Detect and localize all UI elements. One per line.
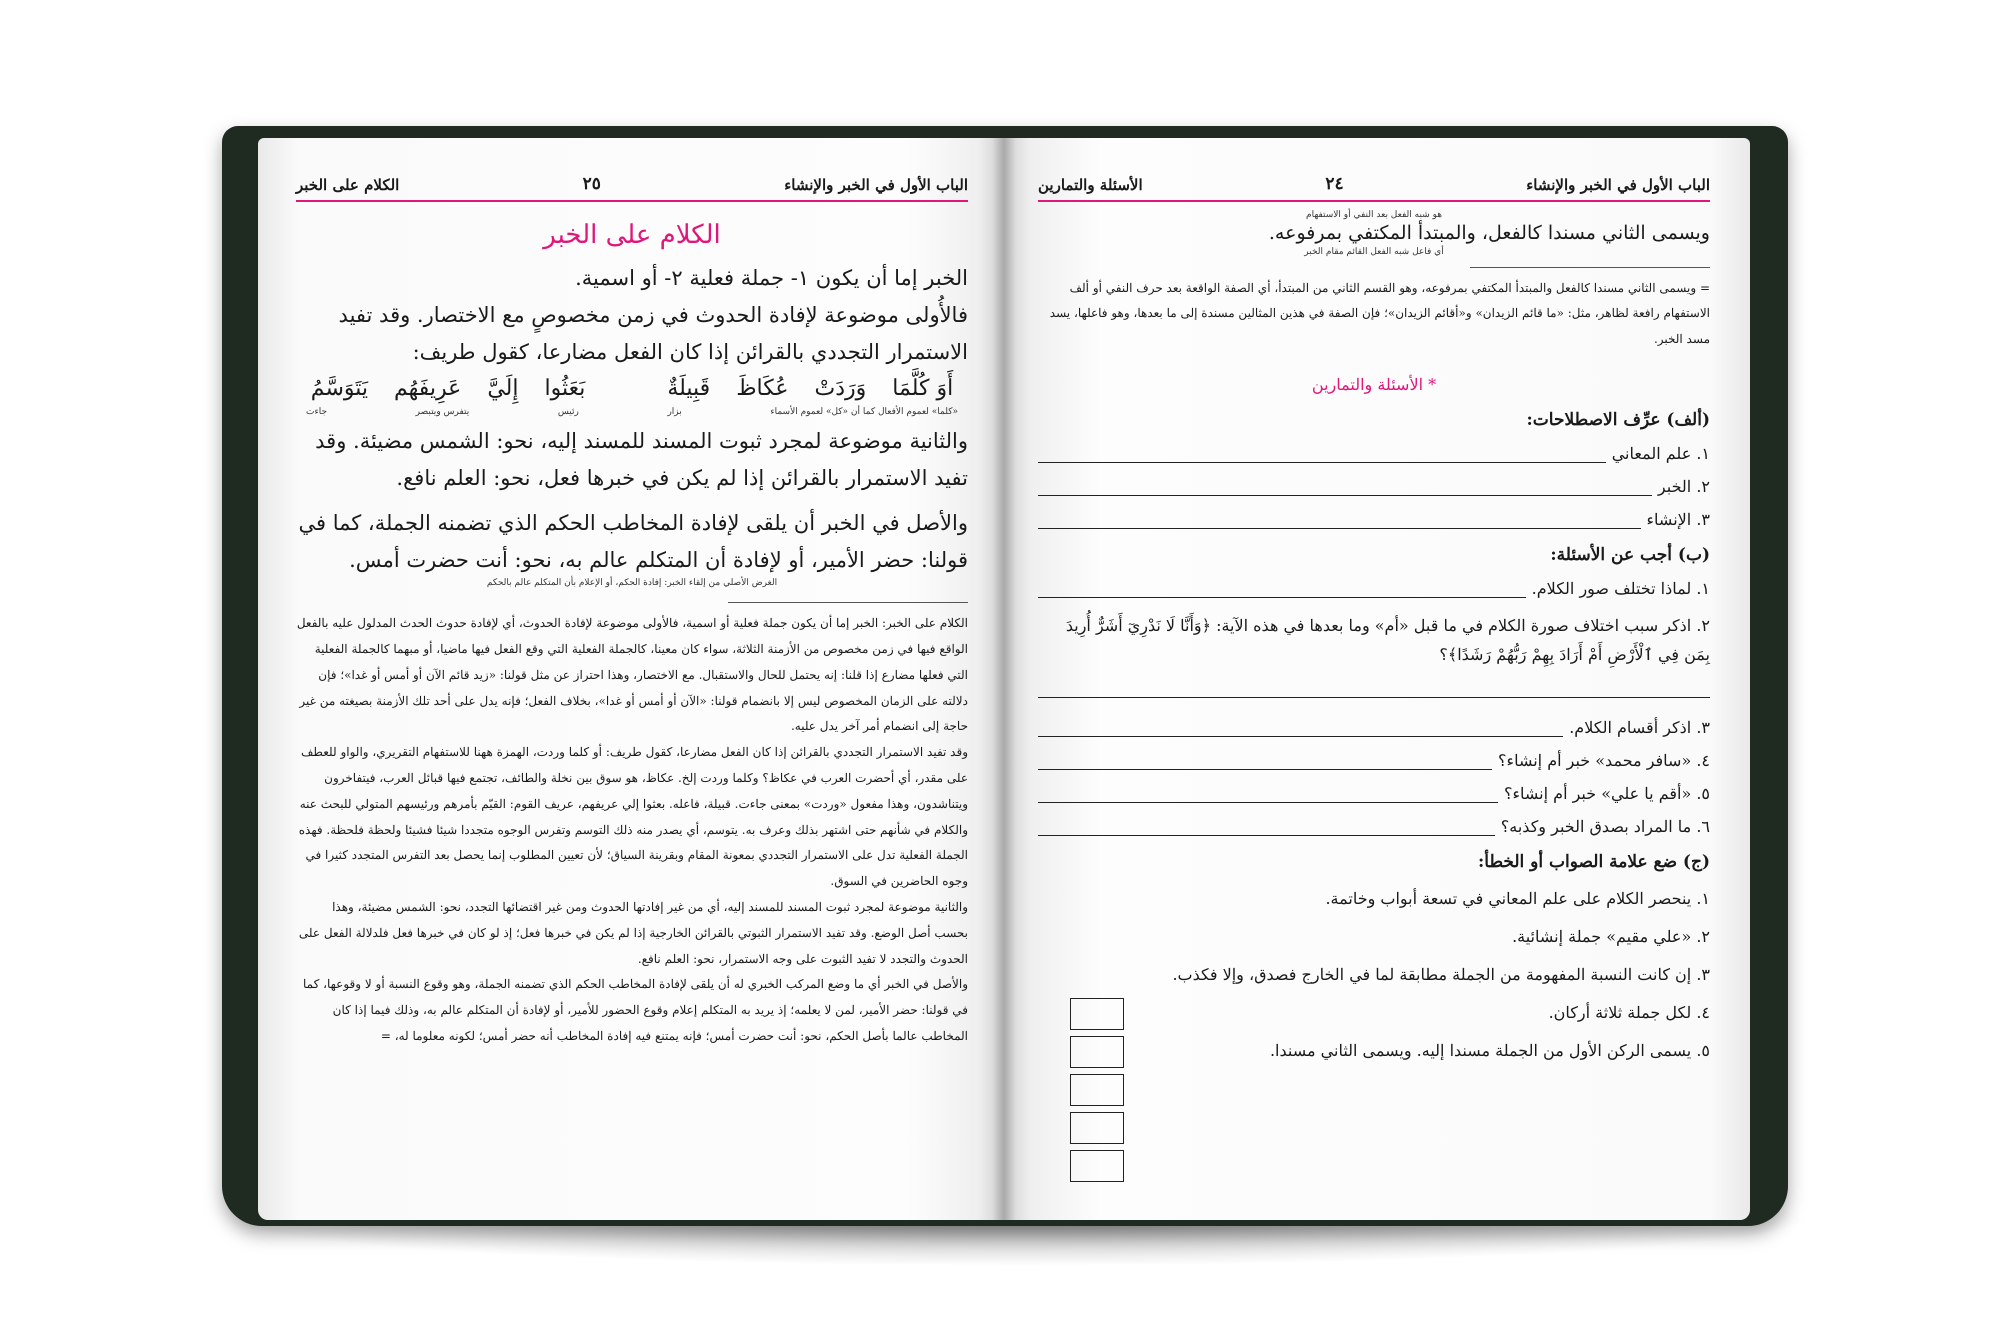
left-page bbox=[258, 138, 1004, 1220]
section-b-item-1 bbox=[1038, 579, 1710, 598]
right-page-content bbox=[1038, 174, 1710, 1070]
answer-boxes bbox=[1070, 998, 1124, 1188]
section-b-item-1-label: ١. لماذا تختلف صور الكلام. bbox=[1531, 578, 1710, 598]
left-paragraph-3: والثانية موضوعة لمجرد ثبوت المسند للمسند إليه، نحو: الشمس مضيئة. وقد تفيد الاستمرار بالقرائن إذا لم يكن في خبرها فعل، نحو: العلم نافع. bbox=[315, 429, 968, 490]
section-b-item-2: ٢. اذكر سبب اختلاف صورة الكلام في ما قبل «أم» وما بعدها في هذه الآية: ﴿وَأَنَّا لَا نَدْرِيٓ أَشَرٌّ أُرِيدَ بِمَن فِي ٱلْأَرْضِ أَمْ أَرَادَ بِهِمْ رَبُّهُمْ رَشَدًا﴾؟ bbox=[1065, 615, 1710, 664]
answer-checkbox[interactable] bbox=[1070, 1036, 1124, 1068]
answer-line bbox=[1038, 448, 1606, 463]
section-a-heading: (ألف) عرِّف الاصطلاحات: bbox=[1526, 409, 1710, 430]
poem-word: يَتَوَسَّمُ bbox=[310, 376, 368, 402]
section-b-item-4 bbox=[1038, 751, 1710, 770]
section-b-item-3 bbox=[1038, 718, 1710, 737]
answer-checkbox[interactable] bbox=[1070, 1112, 1124, 1144]
answer-line bbox=[1038, 821, 1495, 836]
section-c-item-5: ٥. يسمى الركن الأول من الجملة مسندا إليه. ويسمى الثاني مسندا. bbox=[1269, 1040, 1710, 1060]
poem-gloss: يتفرس ويتبصر bbox=[415, 407, 470, 418]
poem-gloss: بزار bbox=[667, 407, 682, 418]
section-c-item-4: ٤. لكل جملة ثلاثة أركان. bbox=[1548, 1002, 1710, 1022]
left-paragraph-4-gloss: الغرض الأصلي من إلقاء الخبر: إفادة الحكم، أو الإعلام بأن المتكلم عالم بالحكم bbox=[486, 578, 778, 589]
poem-word: عُكَاظَ bbox=[736, 376, 789, 402]
answer-line bbox=[1038, 696, 1710, 698]
section-b-item-6 bbox=[1038, 817, 1710, 836]
answer-line bbox=[1038, 722, 1563, 737]
poem-gloss: جاءت bbox=[306, 407, 328, 418]
right-top-line: ويسمى الثاني مسندا كالفعل، والمبتدأ المكتفي بمرفوعه. bbox=[1268, 222, 1710, 244]
answer-checkbox[interactable] bbox=[1070, 1150, 1124, 1182]
right-page bbox=[1004, 138, 1750, 1220]
right-footnote-divider bbox=[1470, 267, 1710, 268]
right-header-section: الأسئلة والتمارين bbox=[1038, 176, 1143, 194]
left-paragraph-1: الخبر إما أن يكون ١- جملة فعلية ٢- أو اسمية. bbox=[575, 266, 968, 290]
book-spine-gutter bbox=[992, 138, 1016, 1220]
section-b-item-5 bbox=[1038, 784, 1710, 803]
left-paragraph-2: فالأُولى موضوعة لإفادة الحدوث في زمن مخصوصٍ مع الاختصار. وقد تفيد الاستمرار التجددي بالقرائن إذا كان الفعل مضارعا، كقول طريف: bbox=[338, 302, 968, 364]
section-b-item-3-label: ٣. اذكر أقسام الكلام. bbox=[1569, 717, 1710, 737]
right-running-header bbox=[1038, 174, 1710, 202]
poem-glosses bbox=[306, 407, 958, 417]
left-header-chapter: الباب الأول في الخبر والإنشاء bbox=[784, 176, 968, 194]
section-a-item-2 bbox=[1038, 477, 1710, 496]
section-a-item-2-label: ٢. الخبر bbox=[1657, 476, 1710, 496]
answer-line bbox=[1038, 583, 1526, 598]
section-c-item-3: ٣. إن كانت النسبة المفهومة من الجملة مطابقة لما في الخارج فصدق، وإلا فكذب. bbox=[1172, 964, 1710, 984]
left-header-section: الكلام على الخبر bbox=[296, 176, 400, 194]
left-commentary-1: الكلام على الخبر: الخبر إما أن يكون جملة فعلية أو اسمية، فالأولى موضوعة لإفادة الحدوث، أي لإفادة حدوث الحدث المدلول عليه بالفعل الواقع فيها في زمن مخصوص من الأزمنة الثلاثة، سواء كان معينا، كالجملة الفعلية التي وقع الفعل فيها ماضيا، أو مبهما كالجملة الفعلية التي فعلها مضارع إذا قلنا: إنه يحتمل للحال والاستقبال. مع الاختصار، وهذا احتراز عن مثل قولنا: «زيد قائم الآن أو أمس أو غدا»؛ فإن دلالته على الزمان المخصوص ليس إلا بانضمام قولنا: «الآن أو أمس أو غدا»، بخلاف الفعل؛ فإنه يدل على أحد تلك الأزمنة بصيغته من غير حاجة إلى انضمام أمر آخر يدل عليه. bbox=[296, 616, 968, 734]
answer-line bbox=[1038, 514, 1641, 529]
section-c-item-2: ٢. «علي مقيم» جملة إنشائية. bbox=[1512, 926, 1710, 946]
poem-word: وَرَدَتْ bbox=[814, 376, 867, 402]
right-page-number: ٢٤ bbox=[1325, 174, 1344, 194]
poem-word: إِلَيَّ bbox=[487, 376, 519, 402]
left-page-number: ٢٥ bbox=[582, 174, 601, 194]
exercises-title: * الأسئلة والتمارين bbox=[1311, 374, 1437, 394]
section-a-item-1 bbox=[1038, 444, 1710, 463]
left-paragraph-4: والأصل في الخبر أن يلقى لإفادة المخاطب الحكم الذي تضمنه الجملة، كما في قولنا: حضر الأمير، أو لإفادة أن المتكلم عالم به، نحو: أنت حضرت أمس. bbox=[298, 510, 968, 572]
answer-checkbox[interactable] bbox=[1070, 1074, 1124, 1106]
section-b-item-4-label: ٤. «سافر محمد» خبر أم إنشاء؟ bbox=[1498, 750, 1710, 770]
left-running-header bbox=[296, 174, 968, 202]
left-commentary-2: وقد تفيد الاستمرار التجددي بالقرائن إذا كان الفعل مضارعا، كقول طريف: أو كلما وردت، الهمزة ههنا للاستفهام التقريري، والواو للعطف على مقدر، أي أحضرت العرب في عكاظ؟ وكلما وردت إلخ. عكاظ، هو سوق بين نخلة والطائف، تجتمع فيها قبائل العرب، فيتفاخرون ويتناشدون، وهذا مفعول «وردت» بمعنى جاءت. قبيلة، فاعله. بعثوا إلي عريفهم، عريف القوم: القيّم بأمرهم ورئيسهم المتولي للبحث عنه والكلام في شأنهم حتى اشتهر بذلك وعرف به. يتوسم، أي يصدر منه ذلك التوسم وتفرس الوجوه متجددا شيئا فشيئا ولحظة فلحظة. فهذه الجملة الفعلية تدل على الاستمرار التجددي بمعونة المقام وبقرينة السياق؛ لأن تعيين المطلوب إنما يحصل بعد التفرس المتجدد كثيرا في وجوه الحاضرين في السوق. bbox=[298, 745, 968, 889]
left-commentary-4: والأصل في الخبر أي ما وضع المركب الخبري له أن يلقى لإفادة المخاطب الحكم الذي تضمنه الجملة، وهو وقوع النسبة أو لا وقوعها، كما في قولنا: حضر الأمير، لمن لا يعلمه؛ إذ يريد به المتكلم إعلام وقوع الحضور للأمير، أو لإفادة أن المتكلم عالم به، وذلك فيما إذا كان المخاطب عالما بأصل الحكم، نحو: أنت حضرت أمس؛ فإنه يمتنع فيه إفادة المخاطب أنه حضر أمس؛ لكونه معلوما له، = bbox=[303, 977, 968, 1043]
left-page-content bbox=[296, 174, 968, 1050]
section-a-item-1-label: ١. علم المعاني bbox=[1611, 443, 1710, 463]
answer-checkbox[interactable] bbox=[1070, 998, 1124, 1030]
poem-word: بَعَثُوا bbox=[544, 376, 586, 402]
poem-word: أَوَ كُلَّمَا bbox=[892, 376, 954, 402]
poem-gloss: «كلما» لعموم الأفعال كما أن «كل» لعموم الأسماء bbox=[770, 407, 958, 418]
poem-gloss: رئيس bbox=[557, 407, 579, 418]
left-page-title: الكلام على الخبر bbox=[543, 220, 721, 250]
poem-verse bbox=[296, 376, 968, 401]
section-a-item-3-label: ٣. الإنشاء bbox=[1646, 509, 1710, 529]
answer-line bbox=[1038, 755, 1492, 770]
footnote-divider bbox=[728, 602, 968, 603]
answer-line bbox=[1038, 788, 1498, 803]
left-commentary-3: والثانية موضوعة لمجرد ثبوت المسند للمسند إليه، أي من غير إفادتها الحدوث ومن غير اقتضائها التجدد، نحو: الشمس مضيئة، وهذا بحسب أصل الوضع. وقد تفيد الاستمرار الثبوتي بالقرائن الخارجية إذا لم يكن في خبرها فعل؛ إذ لو كان في خبرها فعل فلدلالة الفعل على الحدوث والتجدد لا تفيد الثبوت على وجه الاستمرار، نحو: العلم نافع. bbox=[298, 900, 968, 966]
top-line-gloss-below: أي فاعل شبه الفعل القائم مقام الخبر bbox=[1304, 246, 1444, 257]
answer-line bbox=[1038, 481, 1652, 496]
section-b-item-6-label: ٦. ما المراد بصدق الخبر وكذبه؟ bbox=[1500, 816, 1710, 836]
right-commentary: = ويسمى الثاني مسندا كالفعل والمبتدأ المكتفي بمرفوعه، وهو القسم الثاني من المبتدأ، أي الصفة الواقعة بعد حرف النفي أو ألف الاستفهام رافعة لظاهر، مثل: «ما قائم الزيدان» و«أقائم الزيدان»؛ فإن الصفة في هذين المثالين مسندة إلى ما بعدها، وهو فاعلها، يسد مسد الخبر. bbox=[1049, 280, 1710, 347]
section-b-item-5-label: ٥. «أقم يا علي» خبر أم إنشاء؟ bbox=[1504, 783, 1710, 803]
section-b-heading: (ب) أجب عن الأسئلة: bbox=[1550, 544, 1710, 565]
poem-word: عَرِيفَهُم bbox=[394, 376, 462, 402]
right-header-chapter: الباب الأول في الخبر والإنشاء bbox=[1526, 176, 1710, 194]
top-line-gloss-above: هو شبه الفعل بعد النفي أو الاستفهام bbox=[1306, 210, 1442, 220]
section-a-item-3 bbox=[1038, 510, 1710, 529]
section-c-heading: (ج) ضع علامة الصواب أو الخطأ: bbox=[1477, 851, 1710, 872]
section-c-item-1: ١. ينحصر الكلام على علم المعاني في تسعة أبواب وخاتمة. bbox=[1325, 888, 1710, 908]
poem-word: قَبِيلَةٌ bbox=[667, 376, 711, 402]
